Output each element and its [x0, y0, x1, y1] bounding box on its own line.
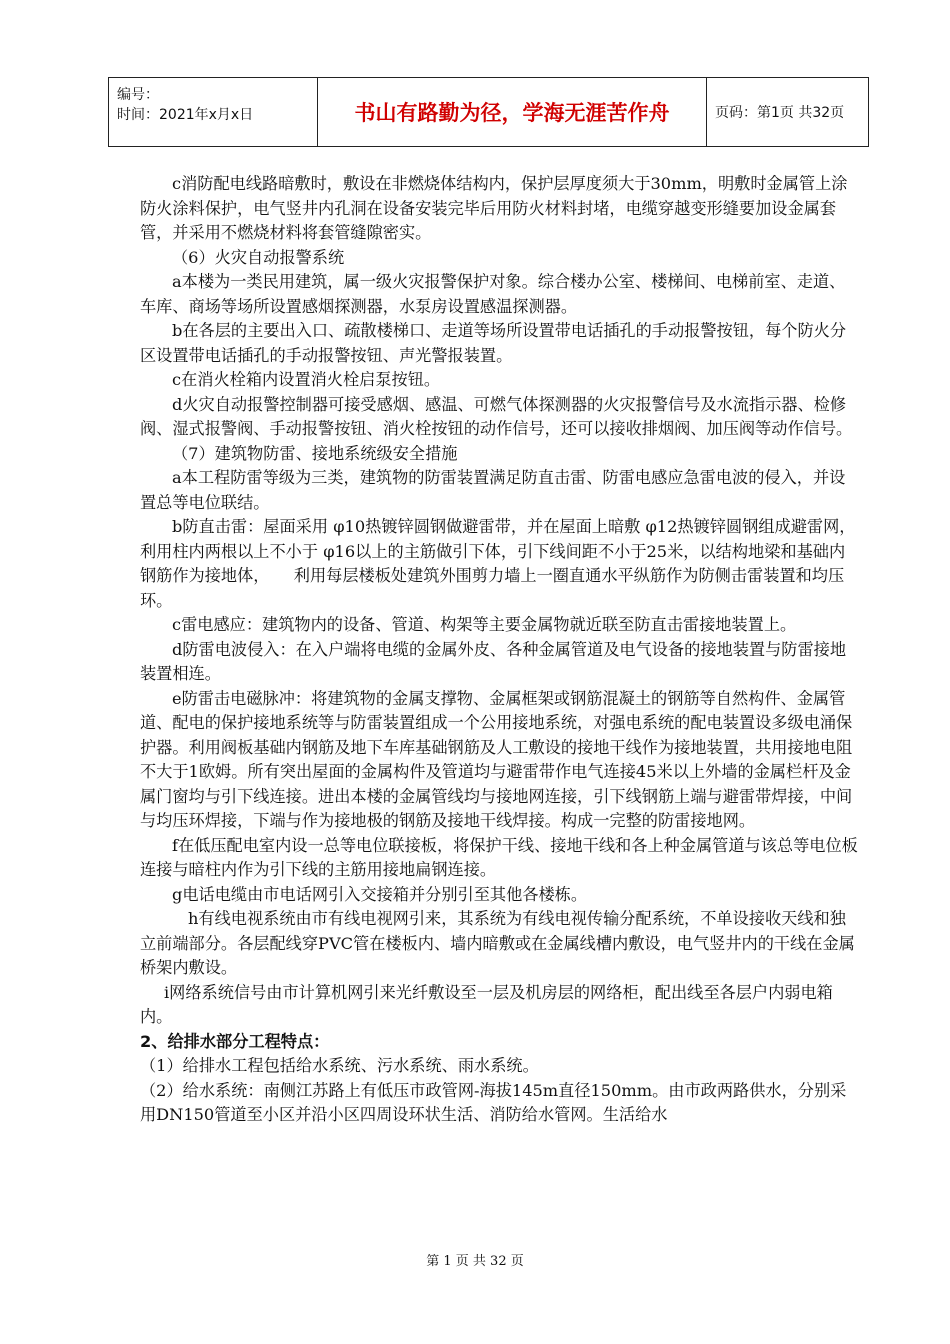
section-heading: （7）建筑物防雷、接地系统级安全措施	[172, 443, 458, 463]
paragraph: h有线电视系统由市有线电视网引来，其系统为有线电视传输分配系统，不单设接收天线和独立前端部分。各层配线穿PVC管在楼板内、墙内暗敷或在金属线槽内敷设，电气竖井内的干线在金属桥架内敷设。	[140, 909, 855, 977]
paragraph: b在各层的主要出入口、疏散楼梯口、走道等场所设置带电话插孔的手动报警按钮，每个防火分区设置带电话插孔的手动报警按钮、声光警报装置。	[140, 321, 847, 365]
paragraph: f在低压配电室内设一总等电位联接板，将保护干线、接地干线和各上种金属管道与该总等电位板连接与暗柱内作为引下线的主筋用接地扁钢连接。	[140, 835, 858, 879]
paragraph: c雷电感应：建筑物内的设备、管道、构架等主要金属物就近联至防直击雷接地装置上。	[172, 615, 797, 634]
paragraph: c在消火栓箱内设置消火栓启泵按钮。	[172, 370, 441, 389]
page-footer: 第 1 页 共 32 页	[426, 1254, 524, 1269]
paragraph: （2）给水系统：南侧江苏路上有低压市政管网-海拔145m直径150mm。由市政两路供水，分别采用DN150管道至小区并沿小区四周设环状生活、消防给水管网。生活给水	[140, 1080, 847, 1124]
section-heading: （6）火灾自动报警系统	[172, 247, 345, 267]
paragraph: d火灾自动报警控制器可接受感烟、感温、可燃气体探测器的火灾报警信号及水流指示器、检修阀、湿式报警阀、手动报警按钮、消火栓按钮的动作信号，还可以接收排烟阀、加压阀等动作信号。	[140, 394, 853, 438]
document-time-label: 时间：2021年x月x日	[117, 107, 254, 123]
paragraph: e防雷击电磁脉冲：将建筑物的金属支撑物、金属框架或钢筋混凝土的钢筋等自然构件、金属管道、配电的保护接地系统等与防雷装置组成一个公用接地系统，对强电系统的配电装置设多级电涌保护器。利用阀板基础内钢筋及地下车库基础钢筋及人工敷设的接地干线作为接地装置，共用接地电阻不大于1欧姆。所有突出屋面的金属构件及管道均与避雷带作电气连接45米以上外墙的金属栏杆及金属门窗均与引下线连接。进出本楼的金属管线均与接地网连接，引下线钢筋上端与避雷带焊接，中间与均压环焊接，下端与作为接地极的钢筋及接地干线焊接。构成一完整的防雷接地网。	[140, 688, 853, 830]
document-number-label: 编号：	[117, 87, 159, 103]
header-meta-cell	[109, 78, 318, 147]
document-body	[140, 172, 860, 1128]
page-header-table	[108, 77, 869, 147]
paragraph: d防雷电波侵入：在入户端将电缆的金属外皮、各种金属管道及电气设备的接地装置与防雷接地装置相连。	[140, 639, 847, 683]
header-page-info: 页码：第1页 共32页	[707, 78, 869, 147]
paragraph: g电话电缆由市电话网引入交接箱并分别引至其他各楼栋。	[172, 884, 588, 904]
paragraph: a本楼为一类民用建筑，属一级火灾报警保护对象。综合楼办公室、楼梯间、电梯前室、走道、车库、商场等场所设置感烟探测器，水泵房设置感温探测器。	[140, 272, 846, 316]
section-heading-bold: 2、给排水部分工程特点：	[140, 1031, 330, 1051]
paragraph: a本工程防雷等级为三类，建筑物的防雷装置满足防直击雷、防雷电感应急雷电波的侵入，并设置总等电位联结。	[140, 468, 846, 512]
paragraph: b防直击雷：屋面采用 φ10热镀锌圆钢做避雷带，并在屋面上暗敷 φ12热镀锌圆钢组成避雷网，利用柱内两根以上不小于 φ16以上的主筋做引下体，引下线间距不小于25米，以结构地梁和基础内钢筋作为接地体， 利用每层楼板处建筑外围剪力墙上一圈直通水平纵筋作为防侧击雷装置和均压环。	[140, 517, 856, 610]
paragraph: c消防配电线路暗敷时，敷设在非燃烧体结构内，保护层厚度须大于30mm，明敷时金属管上涂防火涂料保护，电气竖井内孔洞在设备安装完毕后用防火材料封堵，电缆穿越变形缝要加设金属套管，并采用不燃烧材料将套管缝隙密实。	[140, 174, 848, 242]
header-motto: 书山有路勤为径，学海无涯苦作舟	[318, 78, 707, 147]
paragraph: （1）给排水工程包括给水系统、污水系统、雨水系统。	[140, 1056, 539, 1075]
paragraph: i网络系统信号由市计算机网引来光纤敷设至一层及机房层的网络柜，配出线至各层户内弱电箱内。	[140, 982, 833, 1026]
